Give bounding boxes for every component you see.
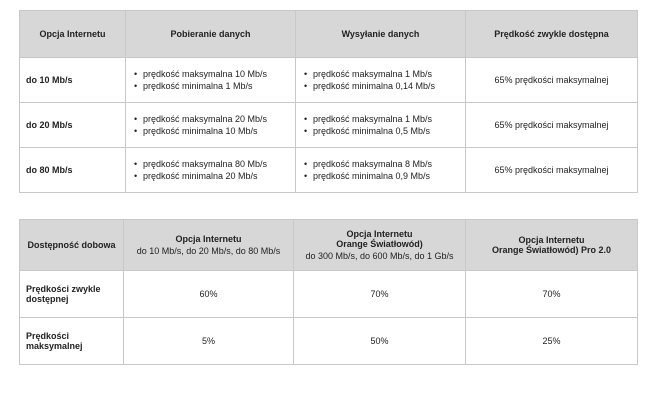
download-cell bbox=[126, 148, 296, 193]
header-title-line: Opcja Internetu bbox=[175, 234, 242, 244]
header-title-line: Opcja Internetu bbox=[346, 229, 413, 239]
row-label-line: dostępnej bbox=[26, 294, 69, 304]
typical-cell: 65% prędkości maksymalnej bbox=[466, 58, 638, 103]
table-row bbox=[20, 58, 638, 103]
list-item: • prędkość minimalna 1 Mb/s bbox=[134, 80, 295, 92]
speed-table-header-row bbox=[20, 11, 638, 58]
header-download: Pobieranie danych bbox=[126, 11, 296, 58]
header-title-line: Opcja Internetu bbox=[518, 235, 585, 245]
list-item: • prędkość minimalna 0,9 Mb/s bbox=[304, 170, 465, 182]
list-item: • prędkość maksymalna 10 Mb/s bbox=[134, 68, 295, 80]
list-item: • prędkość minimalna 20 Mb/s bbox=[134, 170, 295, 182]
download-cell bbox=[126, 103, 296, 148]
typical-cell: 65% prędkości maksymalnej bbox=[466, 148, 638, 193]
availability-table-header-row bbox=[20, 220, 638, 271]
upload-cell bbox=[296, 103, 466, 148]
table-row bbox=[20, 103, 638, 148]
download-cell bbox=[126, 58, 296, 103]
row-label bbox=[20, 318, 124, 365]
row-label-line: Prędkości bbox=[26, 331, 70, 341]
header-subtitle: do 300 Mb/s, do 600 Mb/s, do 1 Gb/s bbox=[305, 251, 454, 261]
list-item: • prędkość maksymalna 8 Mb/s bbox=[304, 158, 465, 170]
value-cell: 25% bbox=[466, 318, 638, 365]
header-upload: Wysyłanie danych bbox=[296, 11, 466, 58]
value-cell: 70% bbox=[294, 271, 466, 318]
row-label-line: Prędkości zwykle bbox=[26, 284, 101, 294]
availability-table bbox=[19, 219, 638, 365]
header-title-line: Orange Światłowód) bbox=[336, 239, 423, 249]
list-item: • prędkość maksymalna 1 Mb/s bbox=[304, 68, 465, 80]
header-option-fiber bbox=[294, 220, 466, 271]
header-option-basic bbox=[124, 220, 294, 271]
upload-cell bbox=[296, 148, 466, 193]
table-row bbox=[20, 271, 638, 318]
table-row bbox=[20, 148, 638, 193]
list-item: • prędkość maksymalna 80 Mb/s bbox=[134, 158, 295, 170]
row-option: do 10 Mb/s bbox=[20, 58, 126, 103]
list-item: • prędkość minimalna 10 Mb/s bbox=[134, 125, 295, 137]
list-item: • prędkość maksymalna 1 Mb/s bbox=[304, 113, 465, 125]
row-option: do 20 Mb/s bbox=[20, 103, 126, 148]
speed-table bbox=[19, 10, 638, 193]
list-item: • prędkość maksymalna 20 Mb/s bbox=[134, 113, 295, 125]
header-title-line: Orange Światłowód) Pro 2.0 bbox=[491, 245, 612, 255]
header-option: Opcja Internetu bbox=[20, 11, 126, 58]
table-row bbox=[20, 318, 638, 365]
typical-cell: 65% prędkości maksymalnej bbox=[466, 103, 638, 148]
row-label bbox=[20, 271, 124, 318]
value-cell: 70% bbox=[466, 271, 638, 318]
value-cell: 60% bbox=[124, 271, 294, 318]
header-option-fiber-pro bbox=[466, 220, 638, 271]
list-item: • prędkość minimalna 0,14 Mb/s bbox=[304, 80, 465, 92]
list-item: • prędkość minimalna 0,5 Mb/s bbox=[304, 125, 465, 137]
row-option: do 80 Mb/s bbox=[20, 148, 126, 193]
row-label-line: maksymalnej bbox=[26, 341, 83, 351]
header-typical-speed: Prędkość zwykle dostępna bbox=[466, 11, 638, 58]
header-daily-availability: Dostępność dobowa bbox=[20, 220, 124, 271]
value-cell: 50% bbox=[294, 318, 466, 365]
upload-cell bbox=[296, 58, 466, 103]
value-cell: 5% bbox=[124, 318, 294, 365]
header-subtitle: do 10 Mb/s, do 20 Mb/s, do 80 Mb/s bbox=[136, 246, 281, 256]
